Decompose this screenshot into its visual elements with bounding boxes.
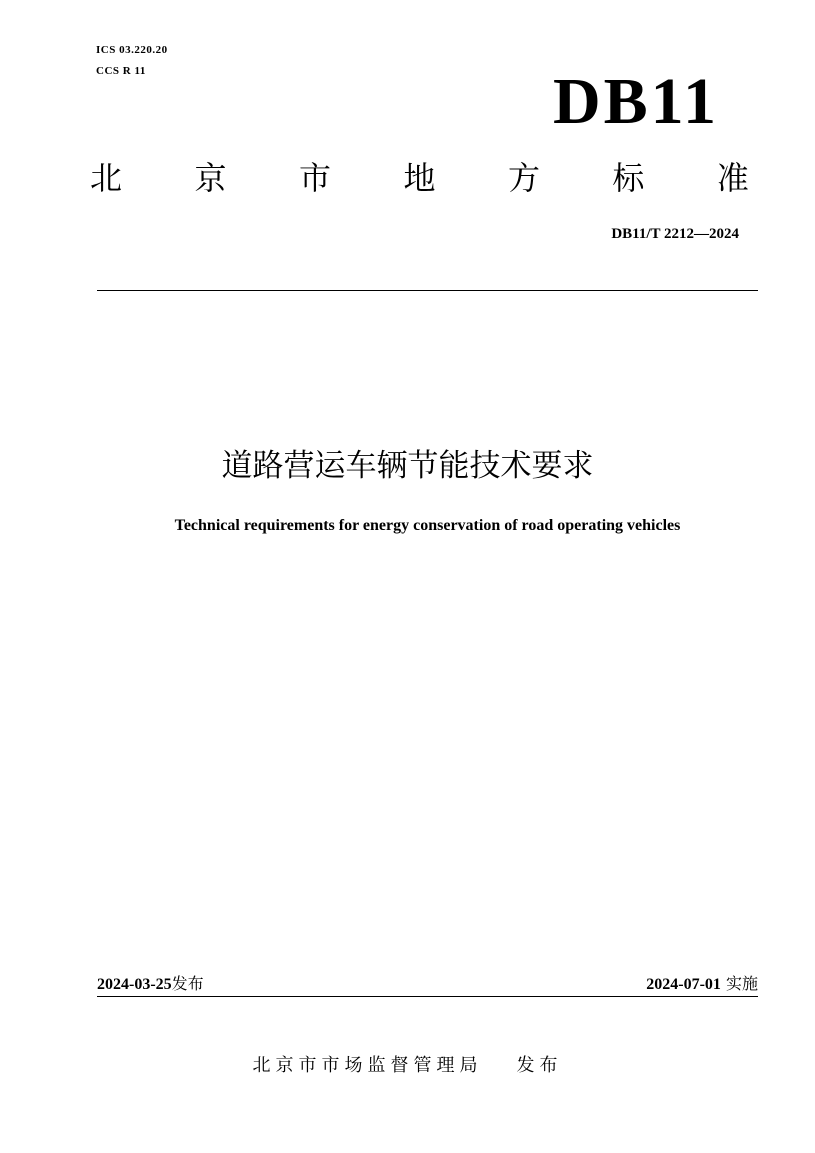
implement-date: 2024-07-01 [646,976,721,993]
issuer-name: 北京市市场监督管理局 [252,1055,483,1076]
standard-type-char: 标 [612,159,645,197]
issuer-action: 发布 [516,1055,563,1076]
standard-type-char: 市 [298,159,331,197]
standard-mark: DB11 [552,65,719,138]
issuer-line [0,1053,815,1079]
publish-date: 2024-03-25 [97,976,172,993]
title-chinese: 道路营运车辆节能技术要求 [221,448,594,484]
implement-date-line [646,974,758,995]
standard-type-char: 地 [403,159,436,197]
standard-type-char: 方 [507,159,540,197]
standard-type-char: 北 [90,159,123,197]
bottom-divider [97,996,758,997]
ics-code: ICS 03.220.20 [96,44,168,56]
publish-date-line [97,974,204,995]
standard-type-char: 京 [194,159,227,197]
classification-codes [96,40,168,82]
implement-label: 实施 [725,974,758,993]
publish-label: 发布 [171,974,204,993]
standard-type-heading [90,158,749,198]
title-english: Technical requirements for energy conservation of road operating vehicles [174,517,681,534]
top-divider [97,290,758,291]
ccs-code: CCS R 11 [96,65,146,77]
standard-number: DB11/T 2212—2024 [611,226,739,242]
standard-type-char: 准 [716,159,749,197]
